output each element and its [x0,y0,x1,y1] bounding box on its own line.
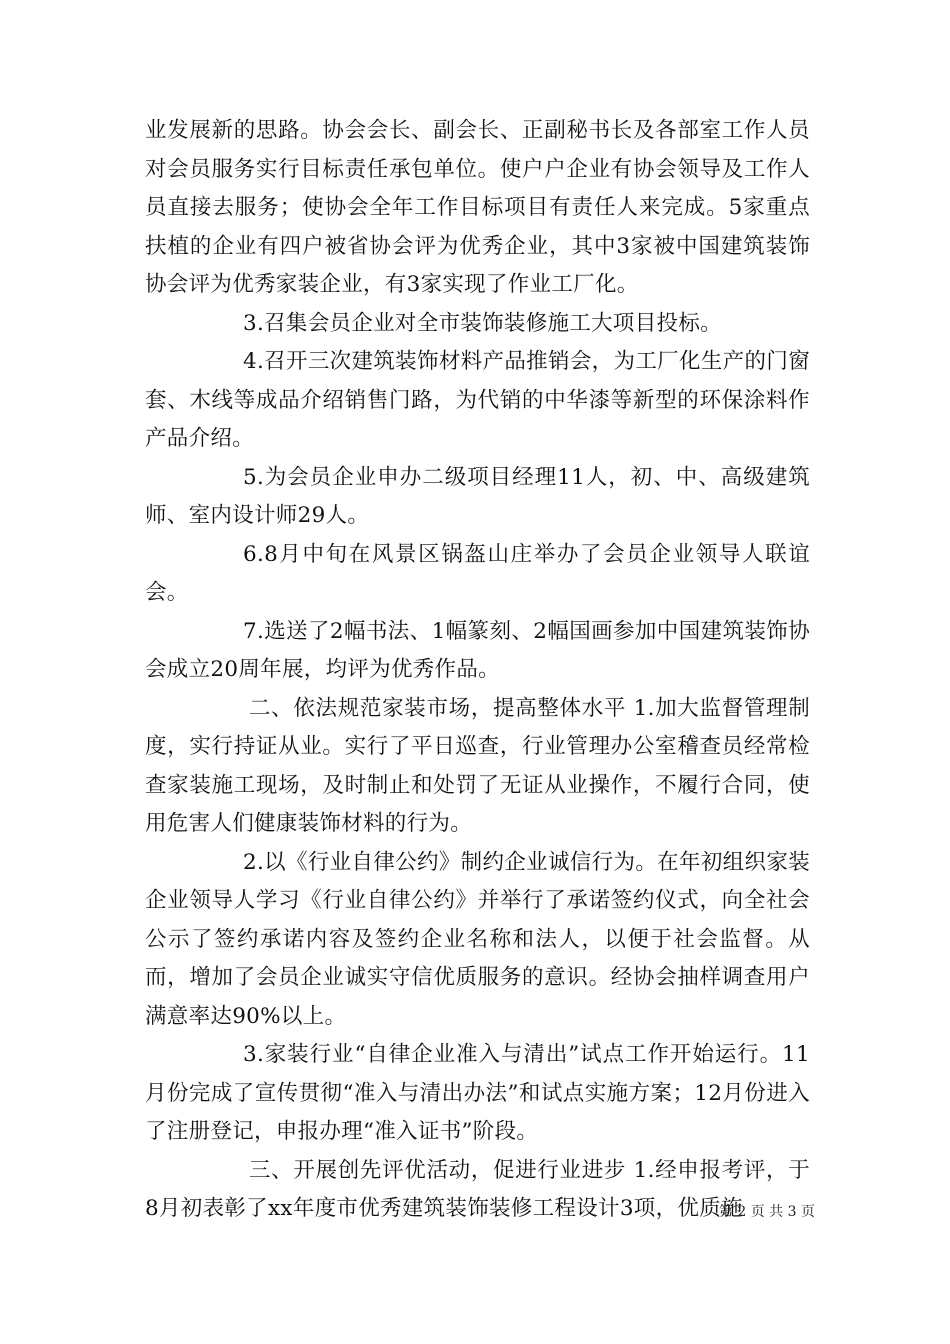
paragraph-item-6: 6.8月中旬在风景区锅盔山庄举办了会员企业领导人联谊会。 [145,541,810,605]
document-body [145,112,810,1229]
paragraph-item-7: 7.选送了2幅书法、1幅篆刻、2幅国画参加中国建筑装饰协会成立20周年展，均评为优秀作品。 [145,618,810,682]
paragraph-section-2: 二、依法规范家装市场，提高整体水平 1.加大监督管理制度，实行持证从业。实行了平日巡查，行业管理办公室稽查员经常检查家装施工现场，及时制止和处罚了无证从业操作，不履行合同，使用危害人们健康装饰材料的行为。 [145,695,810,836]
paragraph-continuation: 业发展新的思路。协会会长、副会长、正副秘书长及各部室工作人员对会员服务实行目标责任承包单位。使户户企业有协会领导及工作人员直接去服务；使协会全年工作目标项目有责任人来完成。5家重点扶植的企业有四户被省协会评为优秀企业，其中3家被中国建筑装饰协会评为优秀家装企业，有3家实现了作业工厂化。 [145,118,810,297]
paragraph-item-3: 3.召集会员企业对全市装饰装修施工大项目投标。 [243,310,722,336]
paragraph-section-2-item-2: 2.以《行业自律公约》制约企业诚信行为。在年初组织家装企业领导人学习《行业自律公约》并举行了承诺签约仪式，向全社会公示了签约承诺内容及签约企业名称和法人，以便于社会监督。从而，增加了会员企业诚实守信优质服务的意识。经协会抽样调查用户满意率达90%以上。 [145,849,810,1029]
paragraph-item-5: 5.为会员企业申办二级项目经理11人，初、中、高级建筑师、室内设计师29人。 [145,464,810,528]
paragraph-item-4: 4.召开三次建筑装饰材料产品推销会，为工厂化生产的门窗套、木线等成品介绍销售门路，为代销的中华漆等新型的环保涂料作产品介绍。 [145,349,810,451]
page-number-footer: 第 2 页 共 3 页 [718,1204,815,1220]
paragraph-section-3: 三、开展创先评优活动，促进行业进步 1.经申报考评，于8月初表彰了xx年度市优秀建筑装饰装修工程设计3项，优质施 [145,1157,810,1221]
paragraph-section-2-item-3: 3.家装行业“自律企业准入与清出”试点工作开始运行。11月份完成了宣传贯彻“准入与清出办法”和试点实施方案；12月份进入了注册登记，申报办理“准入证书”阶段。 [145,1042,810,1144]
